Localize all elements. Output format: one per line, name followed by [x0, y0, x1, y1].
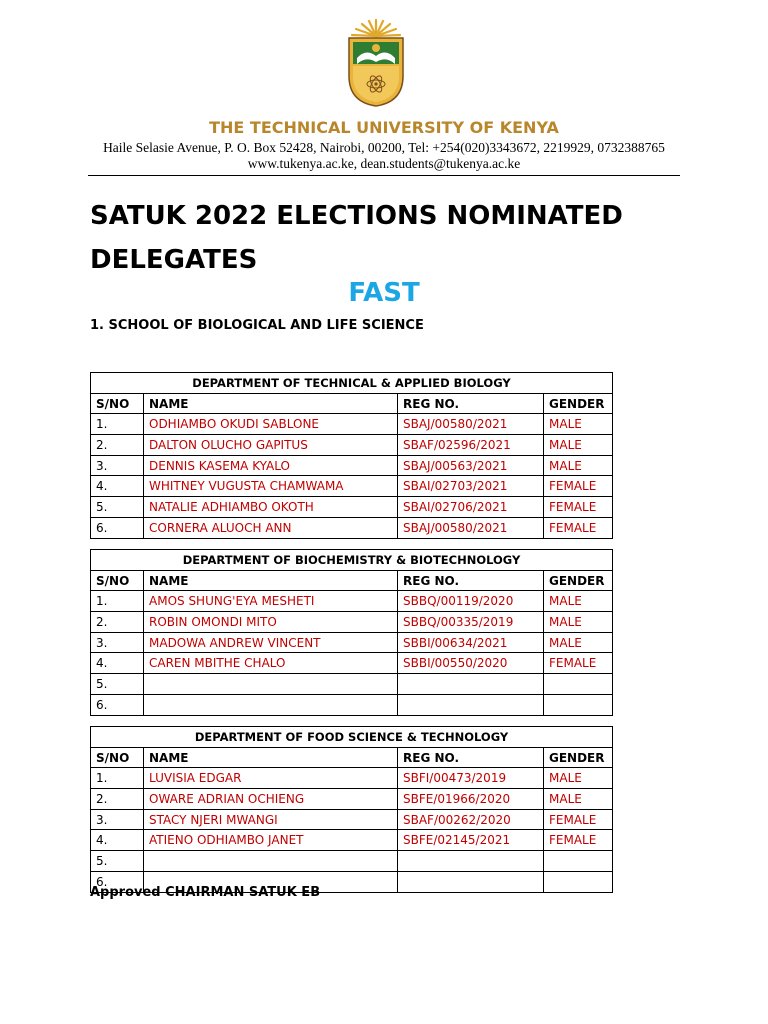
- cell-name: DALTON OLUCHO GAPITUS: [144, 435, 398, 456]
- cell-reg-no: [398, 694, 544, 715]
- cell-sno: 3.: [91, 809, 144, 830]
- column-header-reg: REG NO.: [398, 393, 544, 414]
- cell-gender: MALE: [544, 435, 613, 456]
- cell-reg-no: [398, 674, 544, 695]
- table-row: [91, 789, 613, 810]
- cell-reg-no: SBAJ/00580/2021: [398, 414, 544, 435]
- cell-sno: 4.: [91, 830, 144, 851]
- header-divider: [88, 175, 680, 176]
- department-title: DEPARTMENT OF BIOCHEMISTRY & BIOTECHNOLOGY: [91, 550, 613, 571]
- cell-name: ODHIAMBO OKUDI SABLONE: [144, 414, 398, 435]
- column-header-row: [91, 747, 613, 768]
- cell-sno: 5.: [91, 674, 144, 695]
- cell-gender: FEMALE: [544, 497, 613, 518]
- cell-name: WHITNEY VUGUSTA CHAMWAMA: [144, 476, 398, 497]
- cell-sno: 2.: [91, 612, 144, 633]
- column-header-name: NAME: [144, 570, 398, 591]
- approval-note: Approved CHAIRMAN SATUK EB: [90, 885, 321, 900]
- cell-sno: 2.: [91, 789, 144, 810]
- table-row: [91, 694, 613, 715]
- cell-sno: 3.: [91, 632, 144, 653]
- column-header-row: [91, 393, 613, 414]
- cell-name: MADOWA ANDREW VINCENT: [144, 632, 398, 653]
- cell-gender: MALE: [544, 612, 613, 633]
- column-header-gender: GENDER: [544, 393, 613, 414]
- address-line-postal: Haile Selasie Avenue, P. O. Box 52428, Nairobi, 00200, Tel: +254(020)3343672, 2219929, 0732388765: [103, 140, 665, 155]
- school-heading: 1. SCHOOL OF BIOLOGICAL AND LIFE SCIENCE: [90, 318, 424, 333]
- cell-name: [144, 674, 398, 695]
- table-row: [91, 653, 613, 674]
- cell-sno: 6.: [91, 517, 144, 538]
- faculty-heading: FAST: [348, 278, 420, 308]
- column-header-sno: S/NO: [91, 747, 144, 768]
- cell-gender: FEMALE: [544, 517, 613, 538]
- cell-name: LUVISIA EDGAR: [144, 768, 398, 789]
- cell-name: [144, 694, 398, 715]
- cell-gender: FEMALE: [544, 809, 613, 830]
- cell-reg-no: SBAI/02706/2021: [398, 497, 544, 518]
- cell-reg-no: SBAF/02596/2021: [398, 435, 544, 456]
- department-title-row: [91, 550, 613, 571]
- column-header-gender: GENDER: [544, 747, 613, 768]
- column-header-row: [91, 570, 613, 591]
- table-row: [91, 851, 613, 872]
- cell-name: ATIENO ODHIAMBO JANET: [144, 830, 398, 851]
- university-crest-logo: [345, 18, 407, 108]
- cell-sno: 4.: [91, 653, 144, 674]
- cell-sno: 5.: [91, 497, 144, 518]
- table-row: [91, 455, 613, 476]
- cell-gender: MALE: [544, 768, 613, 789]
- department-title-row: [91, 373, 613, 394]
- table-row: [91, 632, 613, 653]
- table-row: [91, 809, 613, 830]
- table-row: [91, 497, 613, 518]
- cell-sno: 5.: [91, 851, 144, 872]
- cell-gender: MALE: [544, 789, 613, 810]
- document-title: [90, 194, 690, 282]
- cell-sno: 3.: [91, 455, 144, 476]
- column-header-name: NAME: [144, 393, 398, 414]
- cell-gender: MALE: [544, 414, 613, 435]
- cell-name: NATALIE ADHIAMBO OKOTH: [144, 497, 398, 518]
- title-line-2: DELEGATES: [90, 245, 258, 275]
- cell-reg-no: SBAJ/00580/2021: [398, 517, 544, 538]
- cell-name: DENNIS KASEMA KYALO: [144, 455, 398, 476]
- cell-sno: 1.: [91, 768, 144, 789]
- cell-name: STACY NJERI MWANGI: [144, 809, 398, 830]
- column-header-name: NAME: [144, 747, 398, 768]
- cell-gender: [544, 851, 613, 872]
- cell-name: AMOS SHUNG'EYA MESHETI: [144, 591, 398, 612]
- cell-sno: 6.: [91, 694, 144, 715]
- column-header-gender: GENDER: [544, 570, 613, 591]
- department-table: [90, 726, 613, 893]
- table-row: [91, 476, 613, 497]
- cell-reg-no: SBFI/00473/2019: [398, 768, 544, 789]
- table-row: [91, 674, 613, 695]
- cell-name: [144, 851, 398, 872]
- cell-reg-no: SBAI/02703/2021: [398, 476, 544, 497]
- cell-gender: MALE: [544, 632, 613, 653]
- cell-sno: 2.: [91, 435, 144, 456]
- table-row: [91, 768, 613, 789]
- cell-reg-no: [398, 871, 544, 892]
- cell-gender: [544, 674, 613, 695]
- cell-gender: MALE: [544, 591, 613, 612]
- cell-name: OWARE ADRIAN OCHIENG: [144, 789, 398, 810]
- cell-reg-no: [398, 851, 544, 872]
- cell-gender: FEMALE: [544, 653, 613, 674]
- table-row: [91, 517, 613, 538]
- university-name: THE TECHNICAL UNIVERSITY OF KENYA: [209, 118, 559, 137]
- department-title: DEPARTMENT OF FOOD SCIENCE & TECHNOLOGY: [91, 727, 613, 748]
- table-row: [91, 435, 613, 456]
- cell-reg-no: SBBI/00550/2020: [398, 653, 544, 674]
- column-header-sno: S/NO: [91, 393, 144, 414]
- table-row: [91, 612, 613, 633]
- university-address: [0, 140, 768, 172]
- cell-sno: 1.: [91, 591, 144, 612]
- cell-reg-no: SBFE/02145/2021: [398, 830, 544, 851]
- title-line-1: SATUK 2022 ELECTIONS NOMINATED: [90, 201, 623, 231]
- cell-gender: FEMALE: [544, 476, 613, 497]
- cell-name: CAREN MBITHE CHALO: [144, 653, 398, 674]
- table-row: [91, 414, 613, 435]
- column-header-reg: REG NO.: [398, 747, 544, 768]
- column-header-reg: REG NO.: [398, 570, 544, 591]
- cell-gender: [544, 871, 613, 892]
- cell-name: ROBIN OMONDI MITO: [144, 612, 398, 633]
- department-title: DEPARTMENT OF TECHNICAL & APPLIED BIOLOGY: [91, 373, 613, 394]
- cell-name: CORNERA ALUOCH ANN: [144, 517, 398, 538]
- cell-sno: 6.: [91, 871, 144, 892]
- cell-gender: MALE: [544, 455, 613, 476]
- column-header-sno: S/NO: [91, 570, 144, 591]
- department-table: [90, 372, 613, 539]
- department-table: [90, 549, 613, 716]
- cell-gender: FEMALE: [544, 830, 613, 851]
- table-row: [91, 830, 613, 851]
- table-row: [91, 591, 613, 612]
- cell-reg-no: SBFE/01966/2020: [398, 789, 544, 810]
- cell-reg-no: SBAJ/00563/2021: [398, 455, 544, 476]
- department-title-row: [91, 727, 613, 748]
- address-line-web: www.tukenya.ac.ke, dean.students@tukenya.ac.ke: [247, 156, 521, 171]
- cell-reg-no: SBBQ/00119/2020: [398, 591, 544, 612]
- cell-reg-no: SBBI/00634/2021: [398, 632, 544, 653]
- cell-sno: 1.: [91, 414, 144, 435]
- cell-reg-no: SBBQ/00335/2019: [398, 612, 544, 633]
- cell-reg-no: SBAF/00262/2020: [398, 809, 544, 830]
- cell-sno: 4.: [91, 476, 144, 497]
- cell-gender: [544, 694, 613, 715]
